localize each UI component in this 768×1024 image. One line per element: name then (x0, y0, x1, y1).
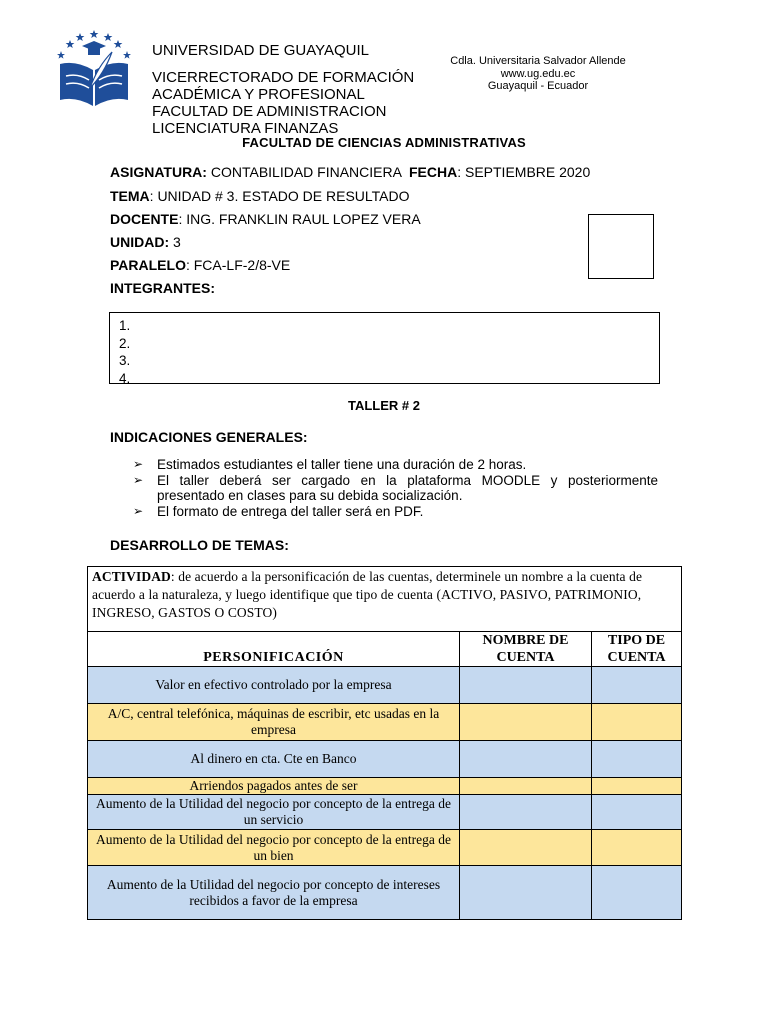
tipo-cell[interactable] (592, 778, 682, 795)
docente-value: : ING. FRANKLIN RAUL LOPEZ VERA (178, 211, 421, 227)
table-row (88, 830, 682, 866)
address-block (440, 55, 636, 93)
field-asignatura (110, 164, 590, 180)
fecha-value: : SEPTIEMBRE 2020 (457, 164, 591, 180)
table-row (88, 795, 682, 830)
indicaciones-heading: INDICACIONES GENERALES: (110, 429, 308, 445)
address-line: Cdla. Universitaria Salvador Allende (450, 55, 626, 67)
field-integrantes (110, 280, 215, 296)
table-row (88, 778, 682, 795)
field-unidad (110, 234, 181, 250)
unidad-value: 3 (169, 234, 181, 250)
university-name: UNIVERSIDAD DE GUAYAQUIL (152, 42, 369, 59)
photo-box (588, 214, 654, 279)
fecha-label: FECHA (408, 164, 458, 180)
address-line: www.ug.edu.ec (500, 67, 576, 80)
header-line: FACULTAD DE ADMINISTRACION (152, 103, 387, 120)
column-header: NOMBRE DE CUENTA (460, 632, 592, 667)
taller-title: TALLER # 2 (348, 398, 420, 413)
members-box[interactable] (109, 312, 660, 384)
header-subtitle (152, 69, 414, 137)
docente-label: DOCENTE (110, 211, 179, 227)
activity-table (87, 566, 682, 920)
faculty-title: FACULTAD DE CIENCIAS ADMINISTRATIVAS (242, 135, 526, 150)
header-line: VICERRECTORADO DE FORMACIÓN (152, 69, 415, 86)
field-docente (110, 211, 421, 227)
nombre-cell[interactable] (460, 830, 592, 866)
member-line[interactable]: 3. (119, 353, 131, 368)
header-line: ACADÉMICA Y PROFESIONAL (152, 86, 365, 103)
tema-value: : UNIDAD # 3. ESTADO DE RESULTADO (149, 188, 410, 204)
table-row (88, 741, 682, 778)
tipo-cell[interactable] (592, 795, 682, 830)
row-description: A/C, central telefónica, máquinas de escribir, etc usadas en la empresa (88, 704, 460, 741)
row-description: Arriendos pagados antes de ser (88, 778, 460, 795)
nombre-cell[interactable] (460, 795, 592, 830)
desarrollo-heading: DESARROLLO DE TEMAS: (110, 537, 289, 553)
nombre-cell[interactable] (460, 667, 592, 704)
nombre-cell[interactable] (460, 704, 592, 741)
table-row (88, 704, 682, 741)
table-row (88, 667, 682, 704)
row-description: Aumento de la Utilidad del negocio por concepto de intereses recibidos a favor de la empresa (88, 866, 460, 920)
paralelo-value: : FCA-LF-2/8-VE (185, 257, 291, 273)
indicaciones-list (133, 457, 658, 519)
tipo-cell[interactable] (592, 830, 682, 866)
row-description: Aumento de la Utilidad del negocio por concepto de la entrega de un servicio (88, 795, 460, 830)
tipo-cell[interactable] (592, 667, 682, 704)
arrow-bullet-icon: ➢ (133, 457, 144, 471)
nombre-cell[interactable] (460, 866, 592, 920)
asignatura-label: ASIGNATURA: (110, 164, 207, 180)
nombre-cell[interactable] (460, 741, 592, 778)
tema-label: TEMA (110, 188, 150, 204)
column-header: TIPO DE CUENTA (592, 632, 682, 667)
row-description: Valor en efectivo controlado por la empresa (88, 667, 460, 704)
address-line: Guayaquil - Ecuador (487, 80, 589, 92)
field-tema (110, 188, 410, 204)
unidad-label: UNIDAD: (110, 234, 170, 250)
table-row (88, 866, 682, 920)
activity-label: ACTIVIDAD (92, 569, 171, 584)
arrow-bullet-icon: ➢ (133, 503, 144, 518)
tipo-cell[interactable] (592, 741, 682, 778)
activity-instructions (88, 567, 682, 632)
list-item: ➢ Estimados estudiantes el taller tiene una duración de 2 horas. (133, 457, 527, 472)
paralelo-label: PARALELO (110, 257, 186, 273)
member-line[interactable]: 4. (119, 370, 131, 386)
nombre-cell[interactable] (460, 778, 592, 795)
field-paralelo (110, 257, 290, 273)
header-line: LICENCIATURA FINANZAS (152, 120, 339, 137)
asignatura-value: CONTABILIDAD FINANCIERA (206, 164, 402, 180)
list-item: ➢ El formato de entrega del taller será en PDF. (133, 503, 424, 519)
list-item: ➢ El taller deberá ser cargado en la plataforma MOODLE y posteriormente presentado en clases para su debida socialización. (133, 472, 658, 503)
column-header: PERSONIFICACIÓN (88, 632, 460, 667)
tipo-cell[interactable] (592, 704, 682, 741)
tipo-cell[interactable] (592, 866, 682, 920)
member-line[interactable]: 2. (119, 335, 131, 351)
row-description: Al dinero en cta. Cte en Banco (88, 741, 460, 778)
activity-text: : de acuerdo a la personificación de las cuentas, determinele un nombre a la cuenta de acuerdo a la naturaleza, y luego identifique que tipo de cuenta (ACTIVO, PASIVO, PATRIMONIO, INGRESO, GASTOS O COSTO) (92, 569, 643, 620)
university-logo (56, 26, 132, 110)
member-line[interactable]: 1. (119, 318, 131, 333)
arrow-bullet-icon: ➢ (133, 472, 144, 487)
integrantes-label: INTEGRANTES: (110, 280, 215, 296)
row-description: Aumento de la Utilidad del negocio por concepto de la entrega de un bien (88, 830, 460, 866)
